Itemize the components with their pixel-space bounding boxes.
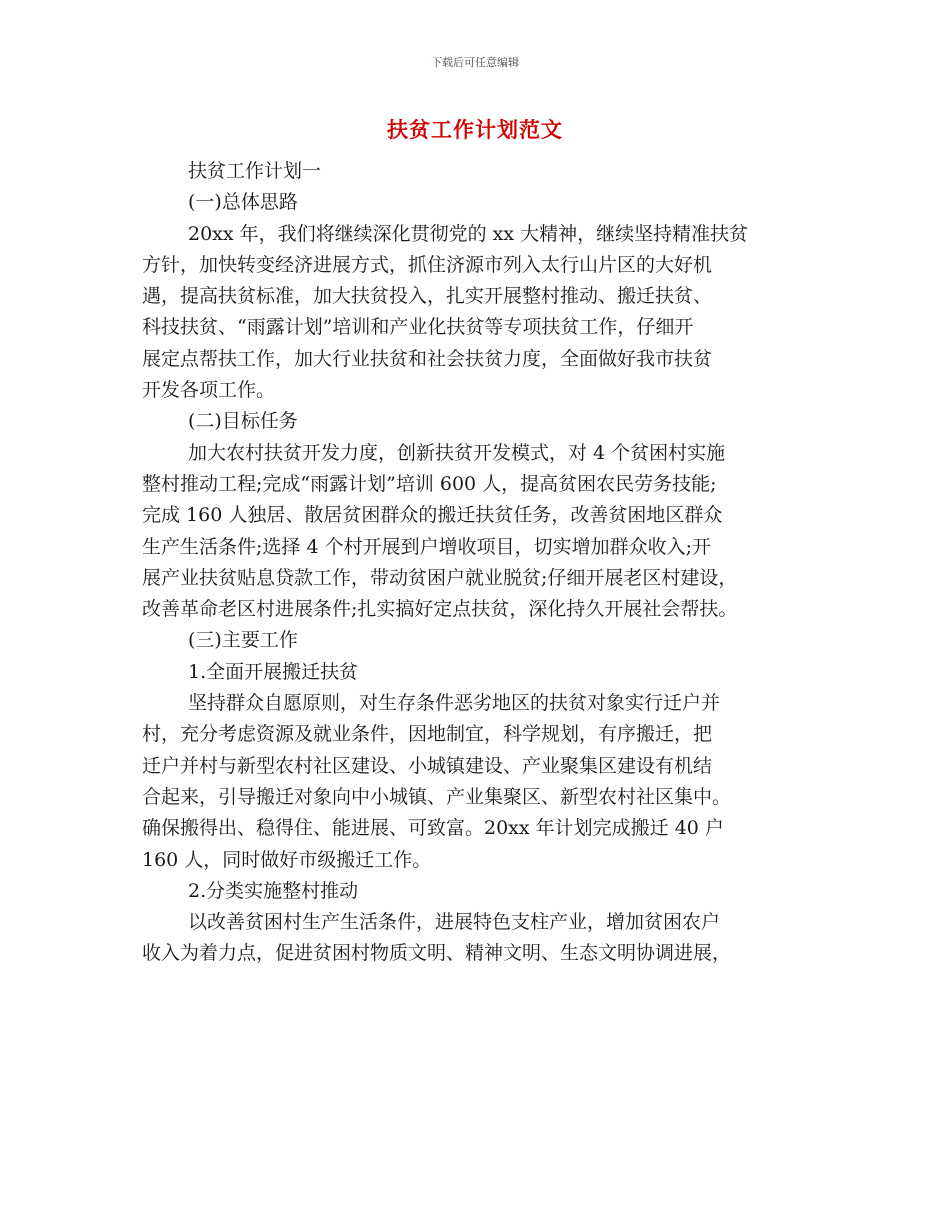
text-line: (一)总体思路 [188,191,298,214]
text-line: 科技扶贫、“雨露计划”培训和产业化扶贫等专项扶贫工作，仔细开 [142,316,694,339]
text-line: 遇，提高扶贫标准，加大扶贫投入，扎实开展整村推动、搬迁扶贫、 [142,285,713,308]
text-line: 方针，加快转变经济进展方式，抓住济源市列入太行山片区的大好机 [142,253,713,276]
text-line: 1.全面开展搬迁扶贫 [188,660,359,683]
text-line: (二)目标任务 [188,410,298,433]
text-line: 展定点帮扶工作，加大行业扶贫和社会扶贫力度，全面做好我市扶贫 [142,347,713,370]
text-line: 生产生活条件;选择 4 个村开展到户增收项目，切实增加群众收入;开 [142,535,711,558]
text-line: 收入为着力点，促进贫困村物质文明、精神文明、生态文明协调进展， [142,942,732,965]
document-body [142,156,832,970]
page-header-note: 下载后可任意编辑 [431,56,519,69]
text-line: 展产业扶贫贴息贷款工作，带动贫困户就业脱贫;仔细开展老区村建设， [142,566,738,589]
text-line: 确保搬得出、稳得住、能进展、可致富。20xx 年计划完成搬迁 40 户 [142,817,724,840]
text-line: 村，充分考虑资源及就业条件，因地制宜，科学规划，有序搬迁，把 [142,723,713,746]
text-line: 以改善贫困村生产生活条件，进展特色支柱产业，增加贫困农户 [188,911,721,934]
text-line: (三)主要工作 [188,629,298,652]
text-line: 扶贫工作计划一 [188,160,322,182]
text-line: 改善革命老区村进展条件;扎实搞好定点扶贫，深化持久开展社会帮扶。 [142,598,738,621]
text-line: 合起来，引导搬迁对象向中小城镇、产业集聚区、新型农村社区集中。 [142,785,732,808]
text-line: 160 人，同时做好市级搬迁工作。 [142,848,432,871]
text-line: 坚持群众自愿原则，对生存条件恶劣地区的扶贫对象实行迁户并 [188,692,721,715]
text-line: 开发各项工作。 [142,379,276,402]
text-line: 20xx 年，我们将继续深化贯彻党的 xx 大精神，继续坚持精准扶贫 [188,222,749,245]
text-line: 加大农村扶贫开发力度，创新扶贫开发模式，对 4 个贫困村实施 [188,441,726,464]
text-line: 整村推动工程;完成“雨露计划”培训 600 人，提高贫困农民劳务技能; [142,472,717,495]
text-line: 迁户并村与新型农村社区建设、小城镇建设、产业聚集区建设有机结 [142,754,713,777]
text-line: 完成 160 人独居、散居贫困群众的搬迁扶贫任务，改善贫困地区群众 [142,504,723,527]
text-line: 2.分类实施整村推动 [188,879,359,902]
document-title: 扶贫工作计划范文 [387,117,563,142]
